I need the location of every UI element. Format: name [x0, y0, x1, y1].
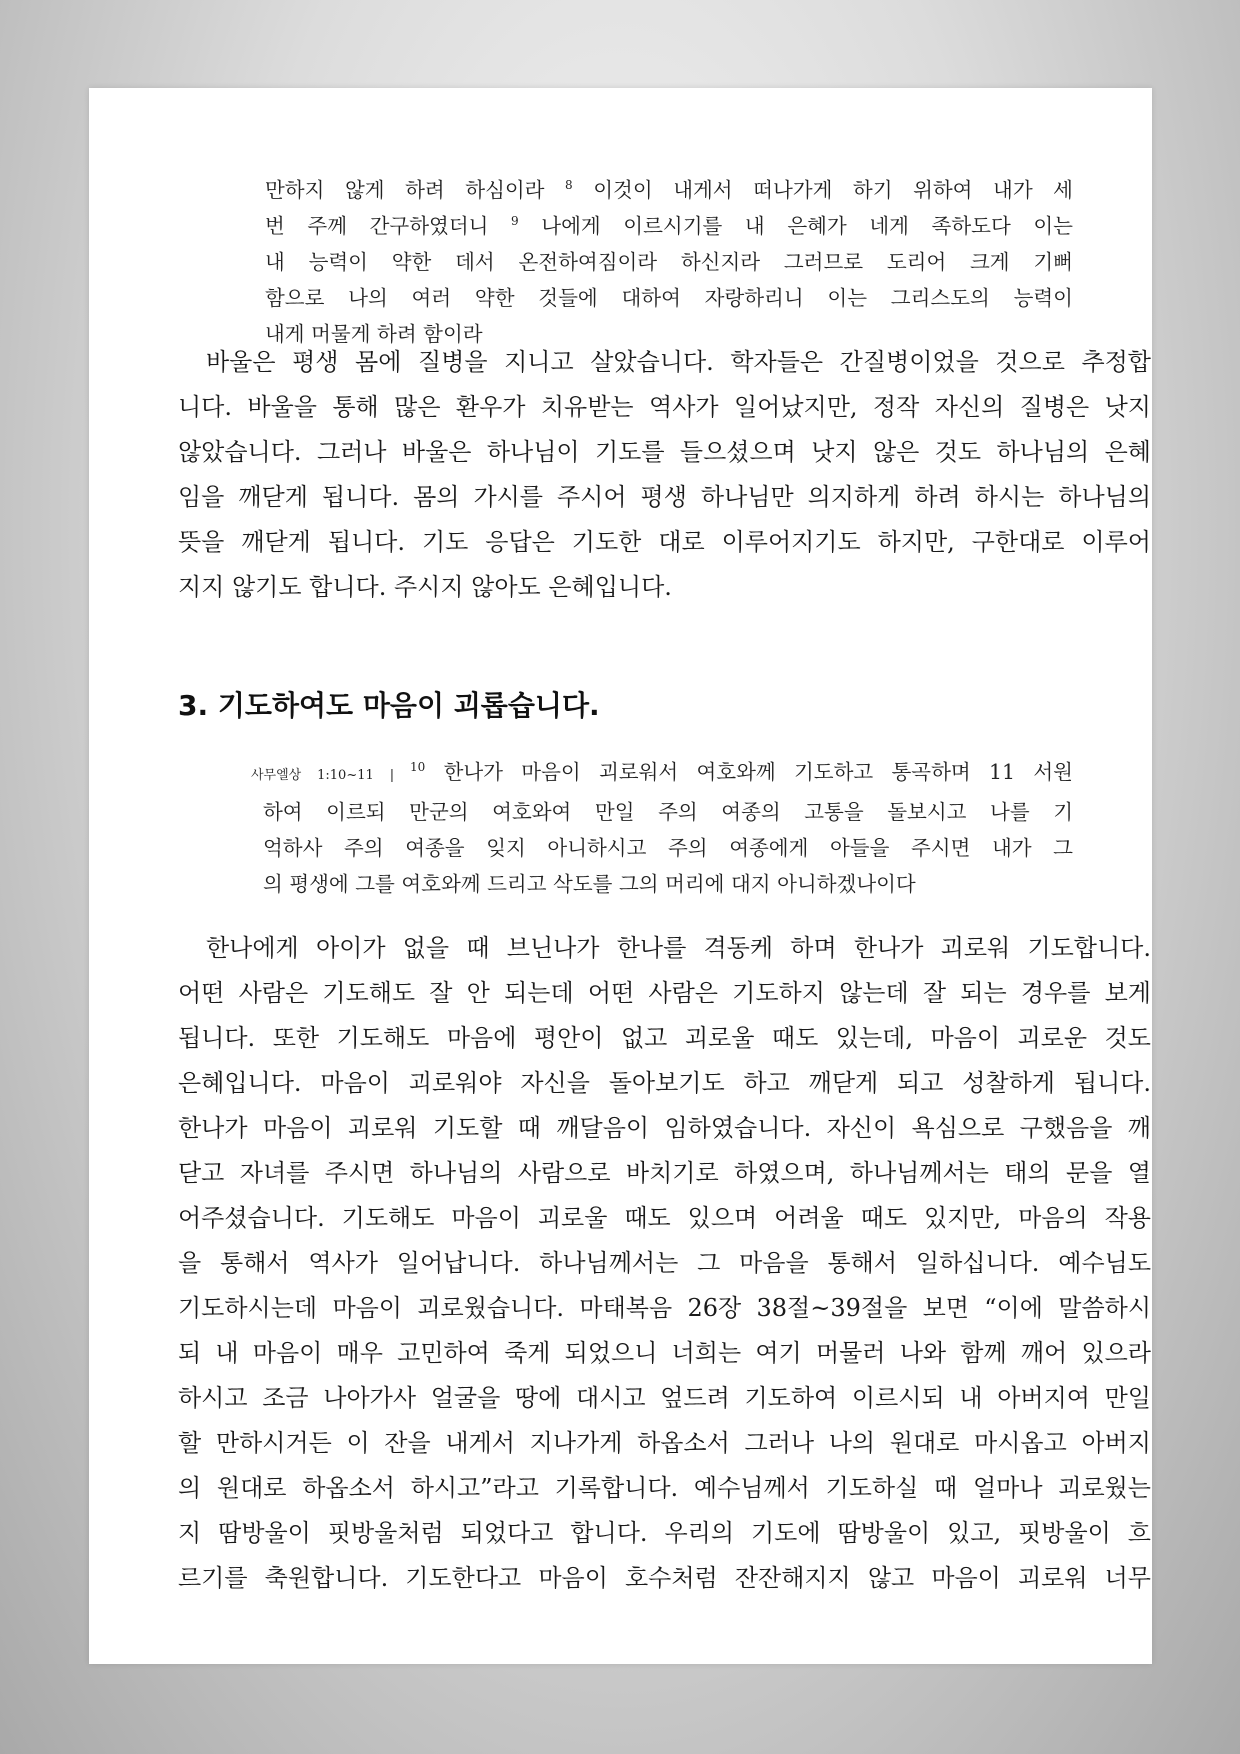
paragraph-line: 됩니다. 또한 기도해도 마음에 평안이 없고 괴로울 때도 있는데, 마음이 괴로운 것도: [178, 1024, 1151, 1052]
paragraph-line: 지 땀방울이 핏방울처럼 되었다고 합니다. 우리의 기도에 땀방울이 있고, 핏방울이 흐: [178, 1519, 1151, 1547]
verse-number: 11: [988, 760, 1016, 784]
quote-line: 번 주께 간구하였더니 $^9$ 나에게 이르시기를 내 은혜가 네게 족하도다 이는: [265, 214, 1073, 238]
paragraph-line: 기도하시는데 마음이 괴로웠습니다. 마태복음 26장 38절~39절을 보면 “이에 말씀하시: [178, 1294, 1151, 1322]
verse-number: 8: [565, 178, 573, 193]
paragraph-line: 되 내 마음이 매우 고민하여 죽게 되었으니 너희는 여기 머물러 나와 함께 깨어 있으라: [178, 1339, 1151, 1367]
scripture-reference: 사무엘상 1:10~11: [251, 768, 374, 783]
paragraph-line: 니다. 바울을 통해 많은 환우가 치유받는 역사가 일어났지만, 정작 자신의 질병은 낫지: [178, 393, 1151, 421]
quote-line: 사무엘상 1:10~11 | $^{10}$ 한나가 마음이 괴로워서 여호와께 기도하고 통곡하며 11 서원: [251, 760, 1073, 784]
quote-line: 내게 머물게 하려 함이라: [265, 322, 483, 346]
paragraph-line: 뜻을 깨닫게 됩니다. 기도 응답은 기도한 대로 이루어지기도 하지만, 구한대로 이루어: [178, 528, 1151, 556]
paragraph-line: 하시고 조금 나아가사 얼굴을 땅에 대시고 엎드려 기도하여 이르시되 내 아버지여 만일: [178, 1384, 1151, 1412]
paragraph-line: 의 원대로 하옵소서 하시고”라고 기록합니다. 예수님께서 기도하실 때 얼마나 괴로웠는: [178, 1474, 1151, 1502]
quote-line: 만하지 않게 하려 하심이라 $^8$ 이것이 내게서 떠나가게 하기 위하여 내가 세: [265, 178, 1073, 202]
document-page: [89, 88, 1152, 1664]
body-paragraph-2: [178, 926, 1151, 1601]
quote-line: 의 평생에 그를 여호와께 드리고 삭도를 그의 머리에 대지 아니하겠나이다: [263, 872, 916, 896]
paragraph-line: 은혜입니다. 마음이 괴로워야 자신을 돌아보기도 하고 깨닫게 되고 성찰하게 됩니다.: [178, 1069, 1151, 1097]
paragraph-line: 않았습니다. 그러나 바울은 하나님이 기도를 들으셨으며 낫지 않은 것도 하나님의 은혜: [178, 438, 1151, 466]
paragraph-line: 르기를 축원합니다. 기도한다고 마음이 호수처럼 잔잔해지지 않고 마음이 괴로워 너무: [178, 1564, 1151, 1592]
paragraph-line: 지지 않기도 합니다. 주시지 않아도 은혜입니다.: [178, 573, 672, 601]
quote-line: 억하사 주의 여종을 잊지 아니하시고 주의 여종에게 아들을 주시면 내가 그: [263, 836, 1073, 860]
paragraph-line: 바울은 평생 몸에 질병을 지니고 살았습니다. 학자들은 간질병이었을 것으로 추정합: [206, 348, 1151, 376]
body-paragraph-1: [178, 340, 1151, 610]
paragraph-line: 한나에게 아이가 없을 때 브닌나가 한나를 격동케 하며 한나가 괴로워 기도합니다.: [206, 934, 1151, 962]
verse-number: 9: [511, 214, 519, 229]
verse-number: 10: [409, 760, 426, 775]
paragraph-line: 어떤 사람은 기도해도 잘 안 되는데 어떤 사람은 기도하지 않는데 잘 되는 경우를 보게: [178, 979, 1151, 1007]
paragraph-line: 한나가 마음이 괴로워 기도할 때 깨달음이 임하였습니다. 자신이 욕심으로 구했음을 깨: [178, 1114, 1151, 1142]
paragraph-line: 닫고 자녀를 주시면 하나님의 사람으로 바치기로 하였으며, 하나님께서는 태의 문을 열: [178, 1159, 1151, 1187]
paragraph-line: 할 만하시거든 이 잔을 내게서 지나가게 하옵소서 그러나 나의 원대로 마시옵고 아버지: [178, 1429, 1151, 1457]
quote-line: 하여 이르되 만군의 여호와여 만일 주의 여종의 고통을 돌보시고 나를 기: [263, 800, 1073, 824]
section-heading: 3. 기도하여도 마음이 괴롭습니다.: [178, 689, 600, 722]
paragraph-line: 을 통해서 역사가 일어납니다. 하나님께서는 그 마음을 통해서 일하십니다. 예수님도: [178, 1249, 1151, 1277]
scripture-quote-1: [265, 172, 1073, 352]
scripture-quote-2: [251, 754, 1073, 902]
quote-line: 함으로 나의 여러 약한 것들에 대하여 자랑하리니 이는 그리스도의 능력이: [265, 286, 1073, 310]
quote-line: 내 능력이 약한 데서 온전하여짐이라 하신지라 그러므로 도리어 크게 기뻐: [265, 250, 1073, 274]
paragraph-line: 어주셨습니다. 기도해도 마음이 괴로울 때도 있으며 어려울 때도 있지만, 마음의 작용: [178, 1204, 1151, 1232]
paragraph-line: 임을 깨닫게 됩니다. 몸의 가시를 주시어 평생 하나님만 의지하게 하려 하시는 하나님의: [178, 483, 1151, 511]
